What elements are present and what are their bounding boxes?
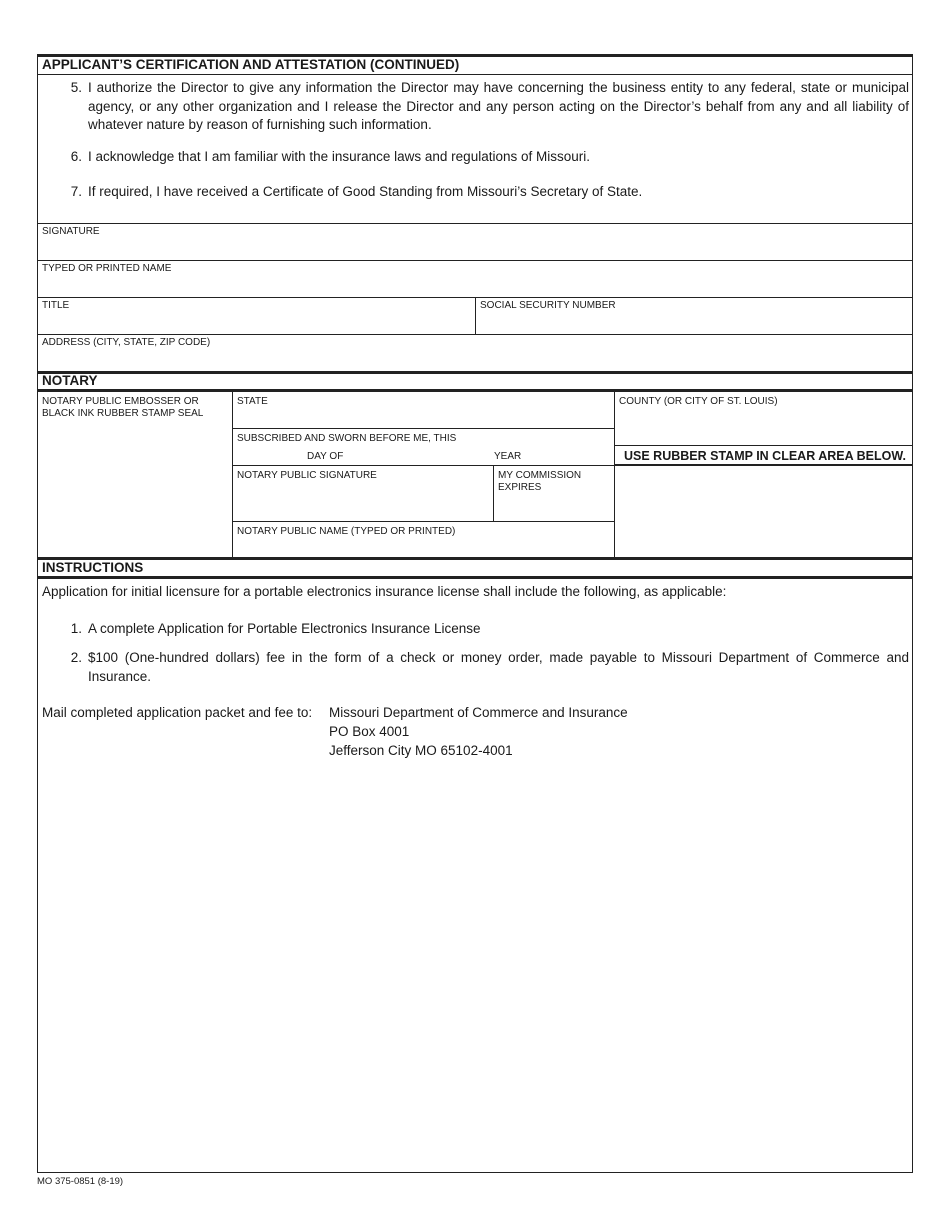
certification-item-text: I acknowledge that I am familiar with the insurance laws and regulations of Missouri.: [88, 149, 590, 164]
ssn-field-label: SOCIAL SECURITY NUMBER: [480, 300, 616, 311]
notary-seal-label: [42, 396, 203, 419]
notary-state-label: STATE: [237, 396, 268, 407]
mail-address-line: Missouri Department of Commerce and Insurance: [329, 705, 628, 720]
notary-seal-label-line: NOTARY PUBLIC EMBOSSER OR: [42, 396, 199, 407]
mail-address-line: PO Box 4001: [329, 724, 410, 739]
notary-rule: [614, 445, 913, 446]
notary-signature-label: NOTARY PUBLIC SIGNATURE: [237, 470, 377, 481]
notary-signature-field[interactable]: [233, 466, 493, 521]
notary-subscribed-label: SUBSCRIBED AND SWORN BEFORE ME, THIS: [237, 433, 457, 444]
instructions-item-text: $100 (One-hundred dollars) fee in the form of a check or money order, made payable to Missouri Department of Commerce and Insurance.: [88, 650, 909, 684]
signature-field[interactable]: [38, 224, 912, 260]
instructions-top-rule: [37, 557, 913, 560]
notary-county-label: COUNTY (OR CITY OF ST. LOUIS): [619, 396, 778, 407]
instructions-item-text: A complete Application for Portable Electronics Insurance License: [88, 621, 481, 636]
address-field-label: ADDRESS (CITY, STATE, ZIP CODE): [42, 337, 211, 348]
signature-field-label: SIGNATURE: [42, 226, 100, 237]
title-field[interactable]: [38, 298, 474, 334]
certification-item-text: If required, I have received a Certificate of Good Standing from Missouri’s Secretary of State.: [88, 184, 643, 199]
typed-name-field[interactable]: [38, 261, 912, 297]
notary-name-label: NOTARY PUBLIC NAME (TYPED OR PRINTED): [237, 526, 456, 537]
notary-year-label: YEAR: [494, 451, 522, 462]
instructions-item-number: 1.: [70, 621, 82, 636]
certification-item-text: I authorize the Director to give any information the Director may have concerning the business entity to any federal, state or municipal agency, or any other organization and I release the Director and any person acting on the Director’s behalf from any and all liability of whatever nature by reason of furnishing such information.: [88, 80, 909, 132]
form-number: MO 375-0851 (8-19): [37, 1176, 124, 1187]
ssn-field[interactable]: [476, 298, 912, 334]
notary-county-field[interactable]: [615, 392, 912, 444]
notary-stamp-instruction: USE RUBBER STAMP IN CLEAR AREA BELOW.: [624, 449, 906, 463]
notary-commission-label-line: MY COMMISSION: [498, 470, 582, 481]
certification-item-number: 6.: [70, 149, 82, 164]
mail-address-line: Jefferson City MO 65102-4001: [329, 743, 513, 758]
notary-day-of-label: DAY OF: [307, 451, 344, 462]
notary-name-field[interactable]: [233, 522, 613, 557]
instructions-item-number: 2.: [70, 650, 82, 665]
notary-top-rule: [37, 371, 913, 374]
notary-stamp-area[interactable]: [615, 467, 912, 557]
notary-rule: [232, 428, 614, 429]
notary-heading: NOTARY: [42, 373, 98, 388]
typed-name-field-label: TYPED OR PRINTED NAME: [42, 263, 172, 274]
certification-heading: APPLICANT’S CERTIFICATION AND ATTESTATION (CONTINUED): [42, 57, 460, 72]
instructions-intro: Application for initial licensure for a portable electronics insurance license shall include the following, as applicable:: [42, 584, 727, 599]
notary-seal-label-line: BLACK INK RUBBER STAMP SEAL: [42, 407, 204, 419]
notary-commission-field[interactable]: [494, 466, 613, 521]
certification-item-number: 7.: [70, 184, 82, 199]
certification-heading-rule: [37, 74, 913, 75]
certification-item-number: 5.: [70, 80, 82, 95]
instructions-heading-rule: [37, 576, 913, 579]
notary-state-field[interactable]: [233, 392, 613, 428]
title-field-label: TITLE: [42, 300, 70, 311]
notary-commission-label-line: EXPIRES: [498, 481, 542, 493]
mail-label: Mail completed application packet and fee to:: [42, 705, 313, 720]
address-field[interactable]: [38, 335, 912, 371]
notary-rule: [614, 464, 913, 466]
instructions-heading: INSTRUCTIONS: [42, 560, 144, 575]
form-frame: [37, 54, 913, 1173]
